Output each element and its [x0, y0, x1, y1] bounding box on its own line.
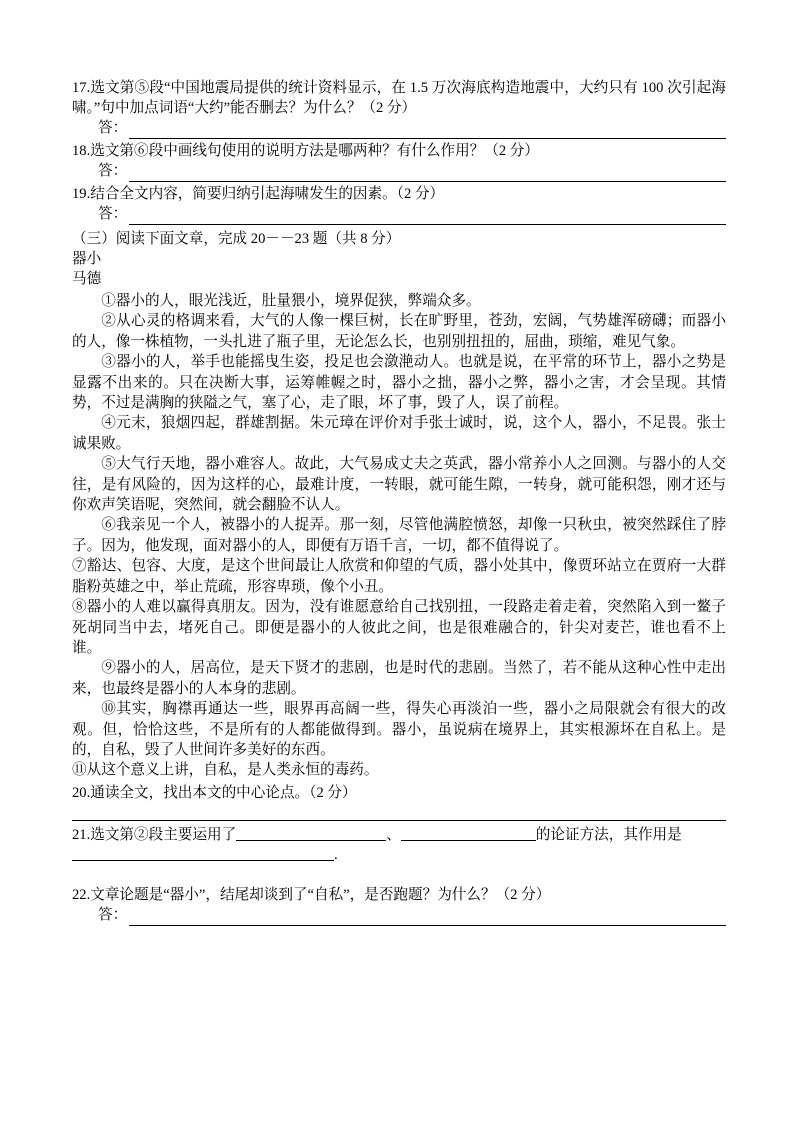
question-21-blank-1[interactable] [236, 827, 386, 841]
question-21 [72, 825, 726, 865]
question-21-text-before: 21.选文第②段主要运用了 [72, 826, 237, 843]
question-20 [72, 783, 726, 821]
question-21-blank-3[interactable] [72, 847, 334, 861]
article-paragraph: ⑪从这个意义上讲，自私，是人类永恒的毒药。 [72, 762, 379, 779]
question-19-answer-line [98, 204, 726, 225]
article-paragraph: ③器小的人，举手也能摇曳生姿，投足也会潋滟动人。也就是说，在平常的环节上，器小之势是显露不出来的。只在决断大事，运筹帷幄之时，器小之拙，器小之弊，器小之害，才会呈现。其情势，不过是满胸的狭隘之气，塞了心，走了眼，坏了事，毁了人，误了前程。 [72, 354, 726, 412]
question-22-answer-line [98, 905, 726, 926]
article-paragraph: ⑦豁达、包容、大度，是这个世间最让人欣赏和仰望的气质，器小处其中，像贾环站立在贾府一大群脂粉英雄之中，举止荒疏，形容卑琐，像个小丑。 [72, 558, 726, 595]
question-20-text: 20.通读全文，找出本文的中心论点。（2 分） [72, 784, 357, 801]
section-heading: （三）阅读下面文章，完成 20－－23 题（共 8 分） [72, 231, 401, 247]
question-21-text [72, 825, 726, 845]
article-paragraph: ⑨器小的人，居高位，是天下贤才的悲剧，也是时代的悲剧。当然了，若不能从这种心性中走出来，也最终是器小的人本身的悲剧。 [72, 660, 726, 697]
article-paragraph: ②从心灵的格调来看，大气的人像一棵巨树，长在旷野里，苍劲，宏阔，气势雄浑磅礴；而器小的人，像一株植物，一头扎进了瓶子里，无论怎么长，也别别扭扭的，屈曲，琐缩，难见气象。 [72, 313, 726, 350]
article-paragraph: ⑥我亲见一个人，被器小的人捉弄。那一刻，尽管他满腔愤怒，却像一只秋虫，被突然踩住了脖子。因为，他发现，面对器小的人，即便有万语千言，一切，都不值得说了。 [72, 517, 726, 554]
answer-label: 答： [98, 163, 128, 179]
question-17-text: 17.选文第⑤段“中国地震局提供的统计资料显示，在 1.5 万次海底构造地震中，大约只有 100 次引起海啸。”句中加点词语“大约”能否删去？为什么？（2 分） [72, 80, 726, 116]
answer-label: 答： [98, 120, 128, 136]
answer-rule[interactable] [129, 168, 726, 182]
question-21-text-end: . [334, 846, 338, 863]
answer-rule[interactable] [129, 125, 726, 139]
answer-rule[interactable] [129, 912, 726, 926]
article-author: 马德 [72, 271, 102, 287]
article-title: 器小 [72, 251, 102, 267]
article-paragraph: ⑧器小的人难以赢得真朋友。因为，没有谁愿意给自己找别扭，一段路走着走着，突然陷入到一鳌子死胡同当中去，堵死自己。即便是器小的人彼此之间，也是很难融合的，针尖对麦芒，谁也看不上谁。 [72, 599, 726, 656]
article-paragraph: ④元末，狼烟四起，群雄割据。朱元璋在评价对手张士诚时，说，这个人，器小，不足畏。张士诚果败。 [72, 415, 726, 452]
question-21-text-mid1: 、 [386, 826, 401, 843]
answer-label: 答： [98, 206, 128, 222]
question-21-answer-line [72, 845, 726, 865]
question-19 [72, 184, 726, 225]
question-19-text: 19.结合全文内容，简要归纳引起海啸发生的因素。（2 分） [72, 186, 445, 202]
question-21-blank-2[interactable] [401, 827, 536, 841]
question-17-answer-line [98, 118, 726, 139]
article-paragraph: ⑩其实，胸襟再通达一些，眼界再高阔一些，得失心再淡泊一些，器小之局限就会有很大的改观。但，恰恰这些，不是所有的人都能做得到。器小，虽说病在境界上，其实根源坏在自私上。是的，自私，毁了人世间许多美好的东西。 [72, 701, 726, 758]
question-22-text: 22.文章论题是“器小”，结尾却谈到了“自私”，是否跑题？为什么？（2 分） [72, 886, 551, 903]
question-18-answer-line [98, 161, 726, 182]
article-paragraph: ⑤大气行天地，器小难容人。故此，大气易成丈夫之英武，器小常养小人之回测。与器小的人交往，是有风险的，因为这样的心，最难计度，一转眼，就可能生隙，一转身，就可能积怨，刚才还与你欢声笑语呢，突然间，就会翻脸不认人。 [72, 456, 726, 514]
article-paragraph: ①器小的人，眼光浅近，肚量猥小，境界促狭，弊端众多。 [101, 293, 481, 309]
answer-rule[interactable] [129, 211, 726, 225]
question-18-text: 18.选文第⑥段中画线句使用的说明方法是哪两种？有什么作用？（2 分） [72, 143, 540, 159]
question-22 [72, 885, 726, 926]
answer-label: 答： [98, 906, 128, 923]
question-17 [72, 78, 726, 139]
question-18 [72, 141, 726, 182]
spacer [72, 867, 726, 885]
question-20-answer-rule[interactable] [72, 806, 726, 821]
question-21-text-mid2: 的论证方法，其作用是 [535, 826, 682, 843]
